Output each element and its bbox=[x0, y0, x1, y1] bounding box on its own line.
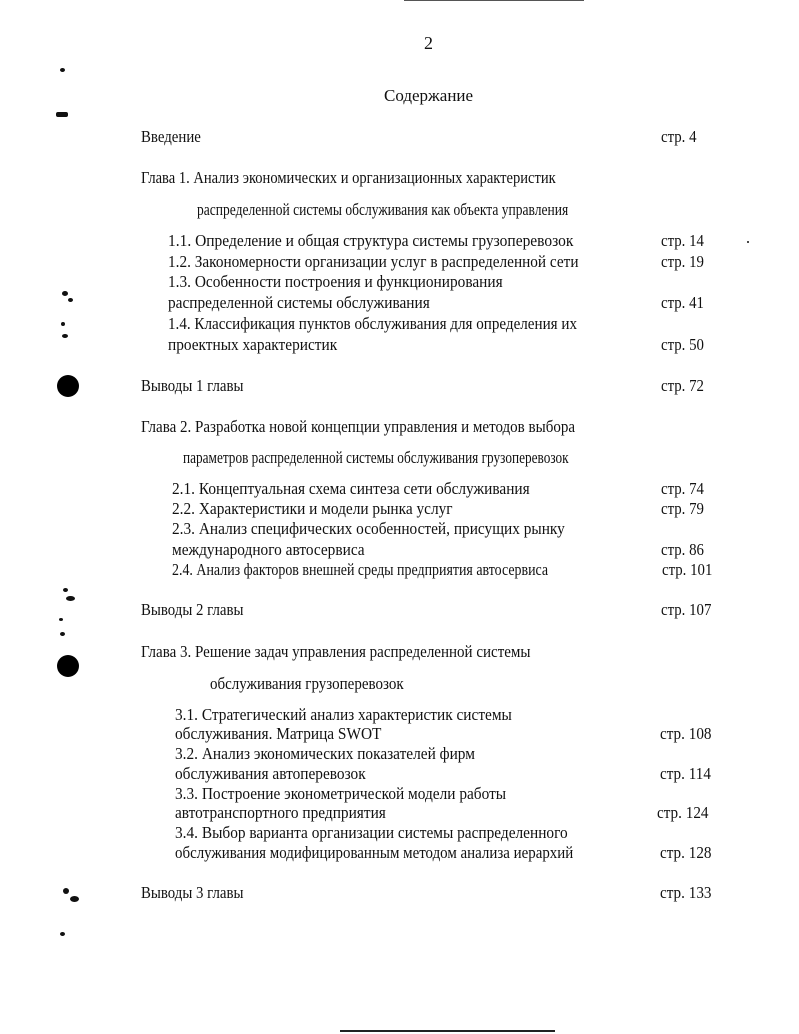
scan-edge-line-top bbox=[404, 0, 584, 1]
toc-3-3-label-line1: 3.3. Построение эконометрической модели работы bbox=[175, 784, 507, 803]
punch-hole-dot bbox=[57, 655, 79, 677]
scan-speck bbox=[59, 618, 63, 621]
toc-3-3-label-line2: автотранспортного предприятия bbox=[175, 803, 386, 822]
scan-edge-line-bottom bbox=[340, 1030, 555, 1032]
toc-1-1-label: 1.1. Определение и общая структура системы грузоперевозок bbox=[168, 231, 574, 250]
toc-1-3-label-line2: распределенной системы обслуживания bbox=[168, 293, 430, 312]
scan-speck bbox=[60, 932, 65, 936]
scan-speck bbox=[747, 241, 749, 243]
chapter-1-heading-line2: распределенной системы обслуживания как объекта управления bbox=[197, 200, 569, 219]
scan-speck bbox=[60, 632, 65, 636]
toc-intro-label: Введение bbox=[141, 127, 201, 146]
toc-conclusion-3-label: Выводы 3 главы bbox=[141, 883, 244, 902]
toc-1-2-page: стр. 19 bbox=[661, 252, 704, 271]
scan-speck bbox=[62, 334, 68, 338]
toc-conclusion-1-page: стр. 72 bbox=[661, 376, 704, 395]
toc-2-1-page: стр. 74 bbox=[661, 479, 704, 498]
scan-speck bbox=[66, 596, 75, 601]
toc-conclusion-3-page: стр. 133 bbox=[660, 883, 712, 902]
toc-2-4-page: стр. 101 bbox=[662, 560, 713, 579]
toc-2-4-label: 2.4. Анализ факторов внешней среды предприятия автосервиса bbox=[172, 560, 549, 579]
toc-1-3-label-line1: 1.3. Особенности построения и функционирования bbox=[168, 272, 503, 291]
toc-1-4-label-line2: проектных характеристик bbox=[168, 335, 338, 354]
toc-1-1-page: стр. 14 bbox=[661, 231, 704, 250]
page-number: 2 bbox=[424, 33, 433, 53]
toc-2-2-page: стр. 79 bbox=[661, 499, 704, 518]
toc-2-3-label-line1: 2.3. Анализ специфических особенностей, присущих рынку bbox=[172, 519, 565, 538]
chapter-2-heading-line2: параметров распределенной системы обслуживания грузоперевозок bbox=[183, 448, 569, 467]
toc-3-3-page: стр. 124 bbox=[657, 803, 709, 822]
toc-1-4-label-line1: 1.4. Классификация пунктов обслуживания для определения их bbox=[168, 314, 578, 333]
scan-speck bbox=[70, 896, 79, 902]
toc-intro-page: стр. 4 bbox=[661, 127, 697, 146]
toc-3-1-label-line2: обслуживания. Матрица SWOT bbox=[175, 724, 382, 743]
scan-speck bbox=[60, 68, 65, 72]
toc-1-4-page: стр. 50 bbox=[661, 335, 704, 354]
toc-conclusion-1-label: Выводы 1 главы bbox=[141, 376, 244, 395]
scan-speck bbox=[56, 112, 68, 117]
toc-conclusion-2-page: стр. 107 bbox=[661, 600, 712, 619]
chapter-2-heading-line1: Глава 2. Разработка новой концепции управления и методов выбора bbox=[141, 417, 576, 436]
toc-1-2-label: 1.2. Закономерности организации услуг в распределенной сети bbox=[168, 252, 579, 271]
page-title: Содержание bbox=[384, 86, 474, 105]
scan-speck bbox=[61, 322, 65, 326]
punch-hole-dot bbox=[57, 375, 79, 397]
scan-speck bbox=[68, 298, 73, 302]
toc-3-1-label-line1: 3.1. Стратегический анализ характеристик системы bbox=[175, 705, 512, 724]
toc-2-3-page: стр. 86 bbox=[661, 540, 704, 559]
toc-2-2-label: 2.2. Характеристики и модели рынка услуг bbox=[172, 499, 453, 518]
toc-3-2-page: стр. 114 bbox=[660, 764, 711, 783]
toc-3-2-label-line2: обслуживания автоперевозок bbox=[175, 764, 366, 783]
toc-3-1-page: стр. 108 bbox=[660, 724, 712, 743]
scan-speck bbox=[62, 291, 68, 296]
toc-1-3-page: стр. 41 bbox=[661, 293, 704, 312]
toc-3-4-label-line2: обслуживания модифицированным методом анализа иерархий bbox=[175, 843, 574, 862]
chapter-1-heading-line1: Глава 1. Анализ экономических и организационных характеристик bbox=[141, 168, 556, 187]
chapter-3-heading-line2: обслуживания грузоперевозок bbox=[210, 674, 404, 693]
toc-2-3-label-line2: международного автосервиса bbox=[172, 540, 365, 559]
toc-3-2-label-line1: 3.2. Анализ экономических показателей фирм bbox=[175, 744, 475, 763]
toc-conclusion-2-label: Выводы 2 главы bbox=[141, 600, 244, 619]
toc-2-1-label: 2.1. Концептуальная схема синтеза сети обслуживания bbox=[172, 479, 530, 498]
chapter-3-heading-line1: Глава 3. Решение задач управления распределенной системы bbox=[141, 642, 531, 661]
scan-speck bbox=[63, 888, 69, 894]
scan-speck bbox=[63, 588, 68, 592]
toc-3-4-label-line1: 3.4. Выбор варианта организации системы распределенного bbox=[175, 823, 568, 842]
toc-3-4-page: стр. 128 bbox=[660, 843, 712, 862]
